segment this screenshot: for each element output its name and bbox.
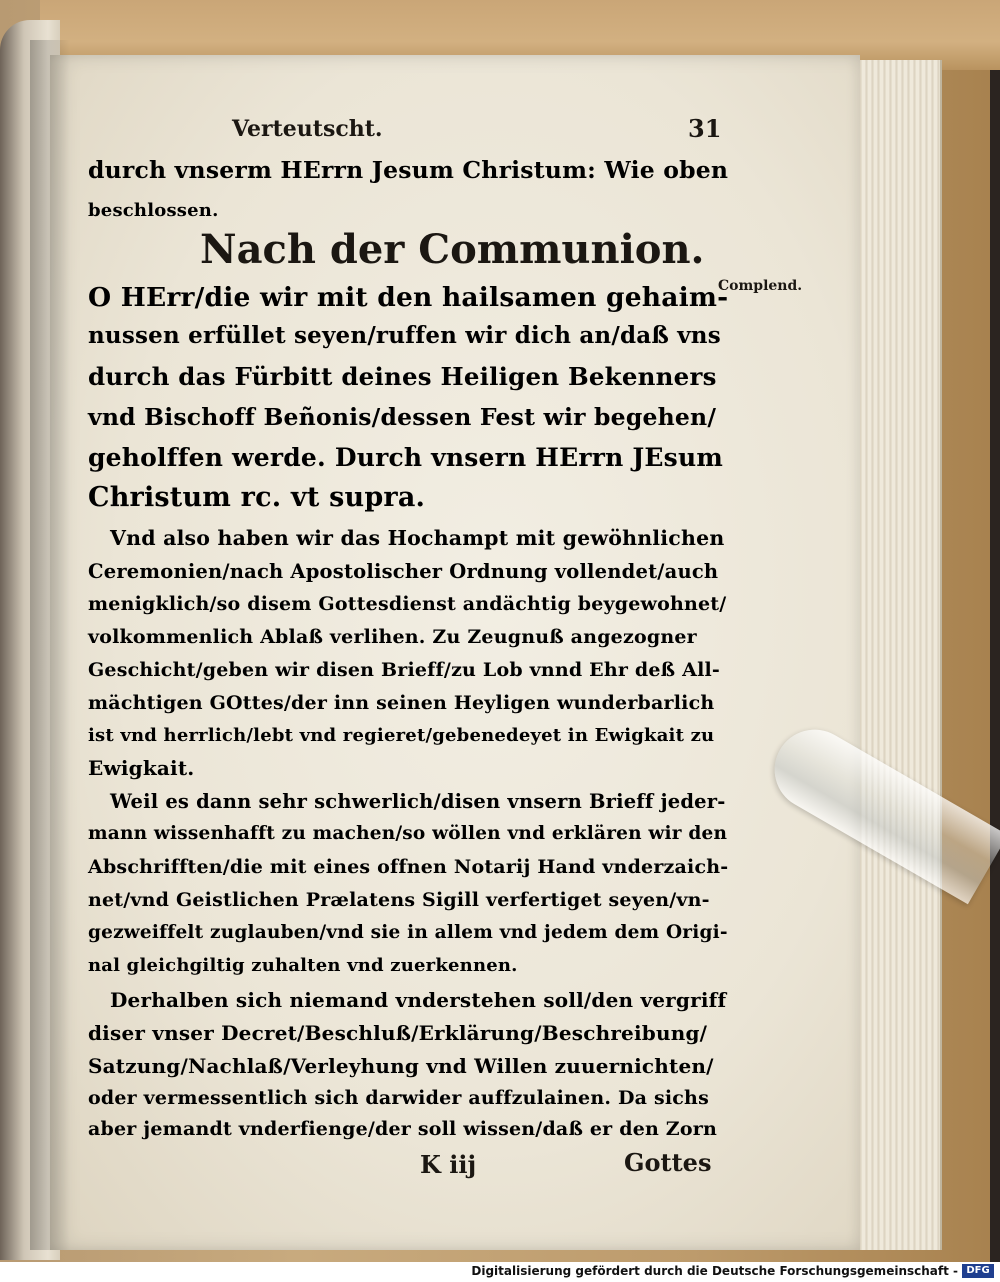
dfg-logo: DFG	[962, 1264, 994, 1278]
section-heading: Nach der Communion.	[200, 226, 705, 273]
text-line-6: vnd Bischoff Beñonis/dessen Fest wir begehen/	[88, 403, 717, 431]
text-line-21: gezweiffelt zuglauben/vnd sie in allem vnd jedem dem Origi-	[88, 922, 728, 943]
text-line-8: Christum rc. vt supra.	[88, 482, 426, 513]
page-edges	[850, 60, 942, 1250]
signature-mark: K iij	[420, 1150, 477, 1179]
text-line-4: nussen erfüllet seyen/ruffen wir dich an/daß vns	[88, 322, 721, 349]
running-head: Verteutscht.	[232, 116, 383, 142]
text-line-3: O HErr/die wir mit den hailsamen gehaim-	[88, 282, 729, 313]
text-line-26: oder vermessentlich sich darwider auffzulainen. Da sichs	[88, 1087, 709, 1109]
text-line-13: Geschicht/geben wir disen Brieff/zu Lob vnnd Ehr deß All-	[88, 659, 720, 681]
text-line-12: volkommenlich Ablaß verlihen. Zu Zeugnuß angezogner	[88, 626, 697, 648]
spine-shadow	[30, 40, 70, 1250]
text-line-15: ist vnd herrlich/lebt vnd regieret/gebenedeyet in Ewigkait zu	[88, 725, 715, 746]
text-line-9: Vnd also haben wir das Hochampt mit gewöhnlichen	[110, 526, 725, 550]
text-line-7: geholffen werde. Durch vnsern HErrn JEsum	[88, 443, 723, 472]
digitization-credit: Digitalisierung gefördert durch die Deutsche Forschungsgemeinschaft -	[471, 1264, 958, 1278]
text-line-18: mann wissenhafft zu machen/so wöllen vnd erklären wir den	[88, 823, 728, 844]
text-line-22: nal gleichgiltig zuhalten vnd zuerkennen.	[88, 955, 518, 976]
text-line-25: Satzung/Nachlaß/Verleyhung vnd Willen zuuernichten/	[88, 1054, 714, 1078]
text-line-17: Weil es dann sehr schwerlich/disen vnsern Brieff jeder-	[110, 790, 726, 813]
text-line-10: Ceremonien/nach Apostolischer Ordnung vollendet/auch	[88, 560, 719, 583]
marginal-note: Complend.	[718, 278, 803, 294]
text-line-24: diser vnser Decret/Beschluß/Erklärung/Beschreibung/	[88, 1021, 708, 1045]
text-line-20: net/vnd Geistlichen Prælatens Sigill verfertiget seyen/vn-	[88, 889, 710, 911]
page-number: 31	[688, 114, 722, 143]
text-line-27: aber jemandt vnderfienge/der soll wissen/daß er den Zorn	[88, 1118, 717, 1140]
text-line-16: Ewigkait.	[88, 756, 195, 780]
text-line-5: durch das Fürbitt deines Heiligen Bekenners	[88, 362, 717, 391]
text-line-19: Abschrifften/die mit eines offnen Notarij Hand vnderzaich-	[88, 856, 729, 878]
text-line-11: menigklich/so disem Gottesdienst andächtig beygewohnet/	[88, 593, 727, 615]
text-line-23: Derhalben sich niemand vnderstehen soll/den vergriff	[110, 988, 727, 1012]
catchword: Gottes	[624, 1148, 712, 1177]
text-line-2: beschlossen.	[88, 200, 219, 221]
text-line-1: durch vnserm HErrn Jesum Christum: Wie oben	[88, 156, 729, 184]
text-line-14: mächtigen GOttes/der inn seinen Heyligen wunderbarlich	[88, 692, 715, 714]
